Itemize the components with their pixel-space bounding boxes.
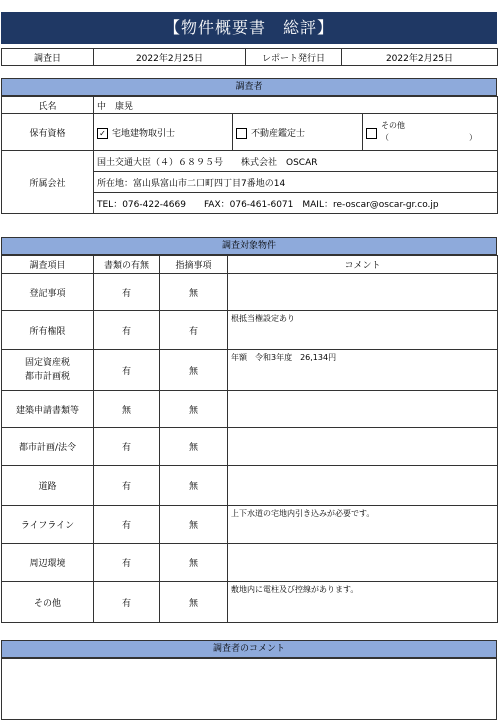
row-issue: 無 [160, 582, 228, 623]
row-issue: 無 [160, 274, 228, 311]
row-docs: 有 [94, 428, 160, 466]
col-header-comment: コメント [228, 256, 498, 274]
row-item: 建築申請書類等 [2, 391, 94, 428]
company-line-3: TEL：076-422-4669 FAX：076-461-6071 MAIL：re-oscar@oscar-gr.co.jp [94, 193, 498, 214]
table-row [2, 544, 498, 582]
row-comment [228, 466, 498, 506]
row-item: その他 [2, 582, 94, 623]
qual-other-label: その他 [381, 121, 405, 130]
investigator-comment-header: 調査者のコメント [1, 640, 497, 658]
investigator-comment-box [1, 658, 497, 720]
checkbox-other[interactable] [366, 128, 377, 139]
col-header-item: 調査項目 [2, 256, 94, 274]
checkbox-appraiser[interactable] [236, 128, 247, 139]
row-item: 道路 [2, 466, 94, 506]
table-row [2, 466, 498, 506]
page-title: 【物件概要書 総評】 [1, 12, 497, 44]
col-header-docs: 書類の有無 [94, 256, 160, 274]
qual-appraiser [233, 114, 363, 151]
qual-other [363, 114, 498, 151]
row-issue: 有 [160, 311, 228, 350]
row-item: 周辺環境 [2, 544, 94, 582]
survey-date-label: 調査日 [2, 49, 94, 66]
row-comment [228, 428, 498, 466]
row-issue: 無 [160, 350, 228, 391]
row-comment: 年額 令和3年度 26,134円 [228, 350, 498, 391]
row-docs: 有 [94, 582, 160, 623]
row-docs: 有 [94, 466, 160, 506]
row-issue: 無 [160, 506, 228, 544]
qual-takken-label: 宅地建物取引士 [112, 128, 176, 139]
table-row [2, 274, 498, 311]
row-item: 所有権限 [2, 311, 94, 350]
row-docs: 有 [94, 506, 160, 544]
company-line-2: 所在地：富山県富山市二口町四丁目7番地の14 [94, 172, 498, 193]
table-row [2, 506, 498, 544]
table-row [2, 582, 498, 623]
col-header-issue: 指摘事項 [160, 256, 228, 274]
checkbox-takken[interactable]: ✓ [97, 128, 108, 139]
property-table [1, 255, 498, 623]
row-item: 固定資産税 都市計画税 [2, 350, 94, 391]
company-line-1: 国土交通大臣（４）６８９５号 株式会社 OSCAR [94, 151, 498, 172]
qual-other-paren: （ ） [381, 133, 477, 142]
row-docs: 有 [94, 350, 160, 391]
report-date-label: レポート発行日 [246, 49, 342, 66]
table-row [2, 350, 498, 391]
row-comment: 根抵当権設定あり [228, 311, 498, 350]
table-row [2, 311, 498, 350]
row-comment [228, 544, 498, 582]
date-table [1, 48, 498, 66]
qualification-label: 保有資格 [2, 114, 94, 151]
row-item: 都市計画/法令 [2, 428, 94, 466]
row-comment [228, 391, 498, 428]
qual-takken [94, 114, 233, 151]
row-issue: 無 [160, 544, 228, 582]
report-date-value: 2022年2月25日 [342, 49, 498, 66]
row-issue: 無 [160, 428, 228, 466]
row-issue: 無 [160, 391, 228, 428]
row-docs: 有 [94, 311, 160, 350]
table-row [2, 391, 498, 428]
name-label: 氏名 [2, 97, 94, 114]
investigator-name: 中 康晃 [94, 97, 498, 114]
row-item: 登記事項 [2, 274, 94, 311]
investigator-table [1, 96, 498, 214]
row-comment: 上下水道の宅地内引き込みが必要です。 [228, 506, 498, 544]
table-row [2, 428, 498, 466]
qual-appraiser-label: 不動産鑑定士 [251, 128, 306, 139]
row-item: ライフライン [2, 506, 94, 544]
row-issue: 無 [160, 466, 228, 506]
row-comment: 敷地内に電柱及び控線があります。 [228, 582, 498, 623]
company-label: 所属会社 [2, 151, 94, 214]
survey-date-value: 2022年2月25日 [94, 49, 246, 66]
investigator-section-header: 調査者 [1, 78, 497, 96]
row-docs: 無 [94, 391, 160, 428]
row-comment [228, 274, 498, 311]
property-section-header: 調査対象物件 [1, 237, 497, 255]
row-docs: 有 [94, 274, 160, 311]
row-docs: 有 [94, 544, 160, 582]
